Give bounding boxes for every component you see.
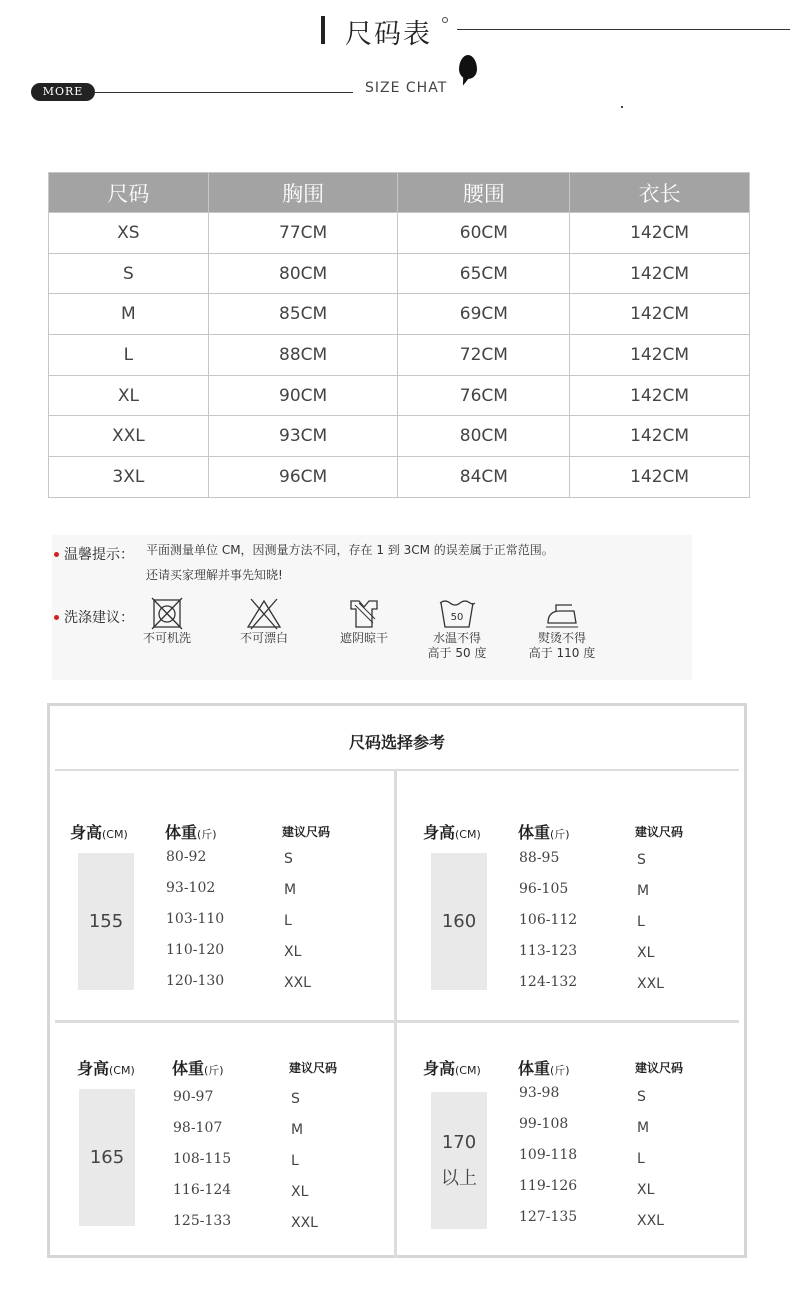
weight-range: 99-108 [519, 1116, 569, 1132]
height-header [70, 820, 128, 843]
weight-header [518, 1056, 570, 1079]
height-header-text: 身高 [423, 1059, 456, 1078]
suggested-size: S [284, 851, 293, 867]
reference-group-170 [423, 1056, 753, 1291]
weight-range: 110-120 [166, 942, 225, 958]
suggested-size: XL [637, 945, 655, 961]
no-machine-wash-icon [149, 597, 185, 631]
wash-50-icon [437, 597, 477, 631]
tips-line-1: 平面测量单位 CM，因测量方法不同，存在 1 到 3CM 的误差属于正常范围。 [146, 543, 554, 557]
weight-range: 109-118 [519, 1147, 578, 1163]
table-cell: 76CM [398, 375, 570, 416]
table-cell: 142CM [570, 253, 750, 294]
height-value: 160 [441, 910, 477, 932]
height-value: 170 [441, 1131, 477, 1153]
table-cell: 142CM [570, 213, 750, 254]
size-reference-panel [47, 703, 747, 1258]
reference-title: 尺码选择参考 [348, 733, 445, 752]
weight-unit: (斤) [550, 828, 570, 841]
weight-header-text: 体重 [172, 1059, 205, 1078]
care-caption: 不可机洗 [142, 631, 191, 645]
height-unit: (CM) [102, 828, 128, 841]
weight-range: 119-126 [519, 1178, 578, 1194]
table-cell: XXL [49, 416, 209, 457]
suggested-size: M [291, 1122, 304, 1138]
table-cell: 77CM [208, 213, 398, 254]
height-header [423, 1056, 481, 1079]
reference-group-160 [423, 820, 753, 1055]
care-caption: 水温不得 [432, 631, 481, 645]
suggested-size: XXL [291, 1215, 318, 1231]
weight-range: 106-112 [519, 912, 578, 928]
table-cell: S [49, 253, 209, 294]
height-unit: (CM) [109, 1064, 135, 1077]
table-cell: 142CM [570, 375, 750, 416]
table-cell: 96CM [208, 457, 398, 498]
height-header [77, 1056, 135, 1079]
height-block [431, 853, 487, 990]
suggested-size: S [637, 1089, 646, 1105]
shade-dry-icon [345, 597, 383, 631]
table-cell: 88CM [208, 335, 398, 376]
table-cell: 72CM [398, 335, 570, 376]
reference-group-165 [77, 1056, 407, 1291]
col-header-chest: 胸围 [208, 173, 398, 213]
weight-range: 98-107 [173, 1120, 223, 1136]
care-shade-dry [314, 597, 414, 646]
suggested-size: XXL [637, 1213, 664, 1229]
table-cell: 60CM [398, 213, 570, 254]
col-header-waist: 腰围 [398, 173, 570, 213]
care-no-bleach [214, 597, 314, 646]
tips-section [52, 535, 692, 680]
size-header: 建议尺码 [635, 1061, 684, 1075]
header-rule-top [457, 29, 790, 30]
iron-icon [542, 597, 582, 631]
height-note: 以上 [441, 1167, 477, 1189]
wash-temp-badge: 50 [450, 612, 464, 623]
header-rule-middle [95, 92, 353, 93]
table-cell: 93CM [208, 416, 398, 457]
table-row [49, 294, 750, 335]
weight-range: 103-110 [166, 911, 225, 927]
table-row [49, 335, 750, 376]
size-table-header-row [49, 173, 750, 213]
height-header-text: 身高 [77, 1059, 110, 1078]
weight-header [172, 1056, 224, 1079]
col-header-size: 尺码 [49, 173, 209, 213]
size-table [48, 172, 750, 498]
height-header-text: 身高 [70, 823, 103, 842]
care-iron [512, 597, 612, 661]
suggested-size: M [284, 882, 297, 898]
suggested-size: L [291, 1153, 299, 1169]
height-value: 155 [88, 910, 124, 932]
table-cell: 80CM [208, 253, 398, 294]
subtitle: SIZE CHAT [365, 80, 448, 96]
care-caption: 遮阴晾干 [339, 631, 388, 645]
size-header: 建议尺码 [282, 825, 331, 839]
height-block [79, 1089, 135, 1226]
height-value: 165 [89, 1146, 125, 1168]
table-cell: L [49, 335, 209, 376]
weight-range: 120-130 [166, 973, 225, 989]
height-unit: (CM) [455, 828, 481, 841]
weight-header-text: 体重 [165, 823, 198, 842]
table-cell: 142CM [570, 416, 750, 457]
table-cell: XL [49, 375, 209, 416]
weight-header [518, 820, 570, 843]
suggested-size: M [637, 1120, 650, 1136]
weight-range: 124-132 [519, 974, 578, 990]
weight-range: 88-95 [519, 850, 560, 866]
weight-range: 90-97 [173, 1089, 214, 1105]
more-badge: MORE [31, 83, 95, 101]
suggested-size: S [291, 1091, 300, 1107]
height-unit: (CM) [455, 1064, 481, 1077]
care-wash-temperature [407, 597, 507, 661]
suggested-size: L [637, 914, 645, 930]
bullet-dot-icon [54, 615, 59, 620]
table-cell: 84CM [398, 457, 570, 498]
height-block [78, 853, 134, 990]
height-block [431, 1092, 487, 1229]
care-label: 洗涤建议： [64, 610, 134, 626]
divider [55, 769, 739, 771]
weight-range: 93-98 [519, 1085, 560, 1101]
bullet-dot-icon [54, 552, 59, 557]
table-cell: 3XL [49, 457, 209, 498]
weight-range: 93-102 [166, 880, 216, 896]
weight-range: 113-123 [519, 943, 578, 959]
size-header: 建议尺码 [635, 825, 684, 839]
care-caption: 高于 50 度 [427, 646, 487, 660]
table-row [49, 253, 750, 294]
weight-unit: (斤) [204, 1064, 224, 1077]
table-row [49, 457, 750, 498]
table-cell: XS [49, 213, 209, 254]
reference-group-155 [70, 820, 400, 1055]
tips-line-2: 还请买家理解并事先知晓! [146, 568, 283, 582]
care-no-machine-wash [117, 597, 217, 646]
suggested-size: XXL [284, 975, 311, 991]
care-caption: 高于 110 度 [528, 646, 596, 660]
col-header-length: 衣长 [570, 173, 750, 213]
weight-range: 127-135 [519, 1209, 578, 1225]
no-bleach-icon [245, 597, 283, 631]
height-header-text: 身高 [423, 823, 456, 842]
suggested-size: L [284, 913, 292, 929]
table-cell: 85CM [208, 294, 398, 335]
suggested-size: L [637, 1151, 645, 1167]
title-dot-icon [442, 17, 448, 23]
table-row [49, 375, 750, 416]
weight-range: 108-115 [173, 1151, 232, 1167]
weight-range: 80-92 [166, 849, 207, 865]
care-caption: 熨烫不得 [537, 631, 586, 645]
weight-header [165, 820, 217, 843]
table-cell: 80CM [398, 416, 570, 457]
weight-unit: (斤) [550, 1064, 570, 1077]
care-caption: 不可漂白 [239, 631, 288, 645]
size-header: 建议尺码 [289, 1061, 338, 1075]
weight-header-text: 体重 [518, 1059, 551, 1078]
table-cell: 142CM [570, 457, 750, 498]
weight-unit: (斤) [197, 828, 217, 841]
table-row [49, 416, 750, 457]
weight-header-text: 体重 [518, 823, 551, 842]
weight-range: 125-133 [173, 1213, 232, 1229]
table-cell: 65CM [398, 253, 570, 294]
table-cell: 90CM [208, 375, 398, 416]
table-row [49, 213, 750, 254]
suggested-size: M [637, 883, 650, 899]
suggested-size: S [637, 852, 646, 868]
page-title: 尺码表 [345, 19, 432, 50]
tips-label: 温馨提示： [64, 547, 134, 563]
suggested-size: XL [291, 1184, 309, 1200]
suggested-size: XL [284, 944, 302, 960]
table-cell: 142CM [570, 294, 750, 335]
suggested-size: XL [637, 1182, 655, 1198]
height-header [423, 820, 481, 843]
weight-range: 116-124 [173, 1182, 232, 1198]
table-cell: 142CM [570, 335, 750, 376]
weight-range: 96-105 [519, 881, 569, 897]
title-accent-bar [321, 16, 325, 44]
decorative-speck [621, 106, 623, 108]
table-cell: 69CM [398, 294, 570, 335]
table-cell: M [49, 294, 209, 335]
suggested-size: XXL [637, 976, 664, 992]
